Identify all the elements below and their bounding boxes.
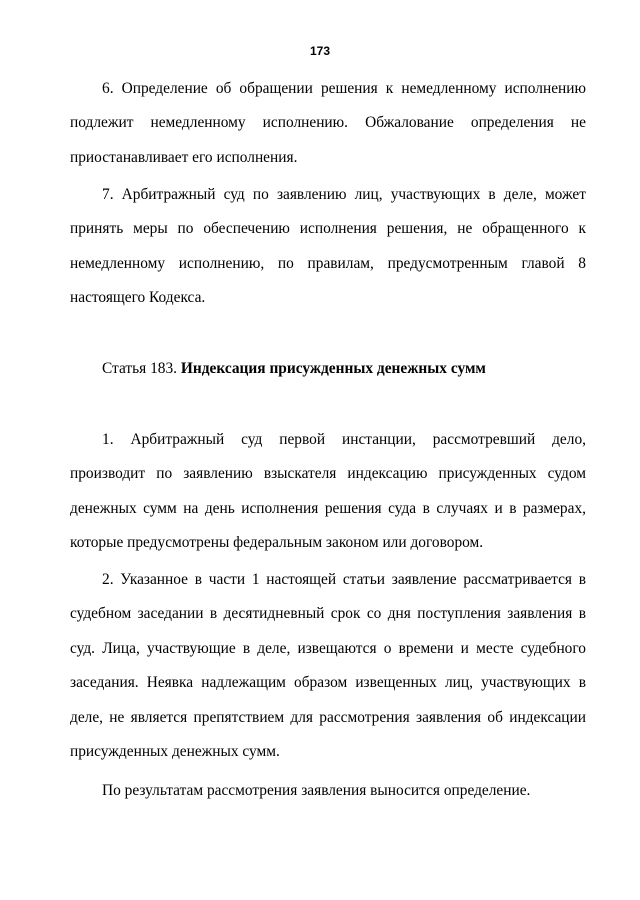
article-paragraph-3: По результатам рассмотрения заявления выносится определение. [102,782,531,799]
article-number: Статья 183. [102,360,181,377]
paragraph-6: 6. Определение об обращении решения к немедленному исполнению подлежит немедленному исполнению. Обжалование определения не приостанавливает его исполнения. [70,80,586,166]
page-number: 173 [309,44,331,58]
article-paragraph-1: 1. Арбитражный суд первой инстанции, рассмотревший дело, производит по заявлению взыскателя индексацию присужденных судом денежных сумм на день исполнения решения суда в случаях и в размерах, которые предусмотрены федеральным законом или договором. [70,431,586,552]
article-heading [102,355,486,383]
article-title: Индексация присужденных денежных сумм [180,360,486,377]
article-paragraph-2: 2. Указанное в части 1 настоящей статьи заявление рассматривается в судебном заседании в десятидневный срок со дня поступления заявления в суд. Лица, участвующие в деле, извещаются о времени и месте судебного заседания. Неявка надлежащим образом извещенных лиц, участвующих в деле, не является препятствием для рассмотрения заявления об индексации присужденных денежных сумм. [70,571,586,761]
paragraph-7: 7. Арбитражный суд по заявлению лиц, участвующих в деле, может принять меры по обеспечению исполнения решения, не обращенного к немедленному исполнению, по правилам, предусмотренным главой 8 настоящего Кодекса. [70,186,586,307]
